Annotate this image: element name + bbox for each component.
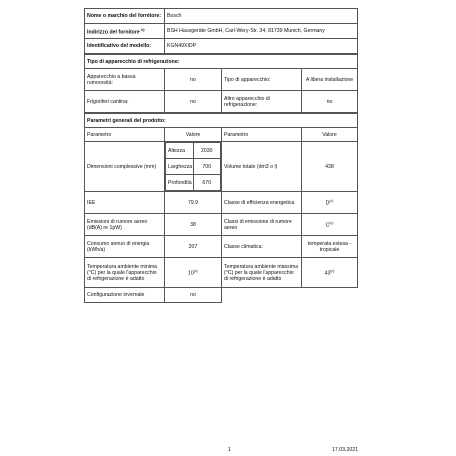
empty-cell xyxy=(222,288,302,303)
col-header-value-2: Valore xyxy=(302,128,358,142)
supplier-address-label: Indirizzo del fornitore $^{b)}$ xyxy=(85,24,165,39)
noise-class-label: Classi di emissione di rumore aereo xyxy=(222,214,302,236)
eei-value: 79.9 xyxy=(165,192,222,214)
appliance-type-table xyxy=(84,54,358,113)
climate-class-label: Classe climatica: xyxy=(222,236,302,258)
dimensions-label: Dimensioni complessive (mm) xyxy=(85,142,165,192)
low-noise-label: Apparecchio a bassa rumorosità: xyxy=(85,69,165,91)
dimensions-cell xyxy=(165,142,222,192)
col-header-parameter-2: Parametro xyxy=(222,128,302,142)
model-value: KGN49XIDP xyxy=(165,39,358,54)
footnote-mark: b) xyxy=(141,27,145,32)
appliance-type-value: A libera installazione xyxy=(302,69,358,91)
energy-class-value: $D^{(c)}$ xyxy=(302,192,358,214)
supplier-name-label: Nome o marchio del fornitore: xyxy=(85,9,165,24)
appliance-type-heading: Tipo di apparecchio di refrigerazione: xyxy=(85,55,358,69)
min-temperature-label: Temperatura ambiente minima (°C) per la quale l'apparecchio di refrigerazione è adatto xyxy=(85,258,165,288)
width-label: Larghezza xyxy=(166,159,194,175)
general-parameters-heading: Parametri generali del prodotto: xyxy=(85,114,358,128)
depth-label: Profondità xyxy=(166,175,194,191)
supplier-address-value: BSH Hausgeräte GmbH, Carl-Wery-Str. 34, 81739 Munich, Germany xyxy=(165,24,358,39)
footnote-mark: (c) xyxy=(329,199,334,204)
wine-cooler-label: Frigoriferi cantina: xyxy=(85,91,165,113)
height-label: Altezza xyxy=(166,143,194,159)
max-temperature-label: Temperatura ambiente massima (°C) per la quale l'apparecchio di refrigerazione è adatto xyxy=(222,258,302,288)
energy-class-label: Classe di efficienza energetica xyxy=(222,192,302,214)
footnote-mark: (c) xyxy=(330,269,335,274)
energy-consumption-value: 207 xyxy=(165,236,222,258)
dimensions-table xyxy=(165,142,221,191)
min-temperature-value: 10$^{(c)}$ xyxy=(165,258,222,288)
energy-consumption-label: Consumo annuo di energia (kWh/a) xyxy=(85,236,165,258)
other-appliance-label: Altro apparecchio di refrigerazione: xyxy=(222,91,302,113)
depth-value: 670 xyxy=(193,175,221,191)
total-volume-label: Volume totale (dm3 o l) xyxy=(222,142,302,192)
winter-setting-value: no xyxy=(165,288,222,303)
max-temperature-value: 43$^{(c)}$ xyxy=(302,258,358,288)
footnote-mark: (c) xyxy=(193,269,198,274)
climate-class-value: temperata estesa - tropicale xyxy=(302,236,358,258)
noise-class-value: $C^{(c)}$ xyxy=(302,214,358,236)
page-number: 1 xyxy=(228,447,231,453)
other-appliance-value: no xyxy=(302,91,358,113)
eei-label: IEE xyxy=(85,192,165,214)
low-noise-value: no xyxy=(165,69,222,91)
supplier-table xyxy=(84,8,358,54)
noise-label: Emissioni di rumore aereo (dB(A) re 1pW) xyxy=(85,214,165,236)
noise-value: 38 xyxy=(165,214,222,236)
width-value: 700 xyxy=(193,159,221,175)
wine-cooler-value: no xyxy=(165,91,222,113)
winter-setting-label: Configurazione invernale xyxy=(85,288,165,303)
appliance-type-label: Tipo di apparecchio: xyxy=(222,69,302,91)
col-header-value: Valore xyxy=(165,128,222,142)
col-header-parameter: Parametro xyxy=(85,128,165,142)
product-info-sheet xyxy=(84,8,358,303)
supplier-name-value: Bosch xyxy=(165,9,358,24)
height-value: 2030 xyxy=(193,143,221,159)
model-label: Identificativo del modello: xyxy=(85,39,165,54)
footnote-mark: (c) xyxy=(329,221,334,226)
document-date: 17.03.2021 xyxy=(332,447,358,453)
general-parameters-table xyxy=(84,113,358,303)
total-volume-value: 438 xyxy=(302,142,358,192)
empty-cell xyxy=(302,288,358,303)
